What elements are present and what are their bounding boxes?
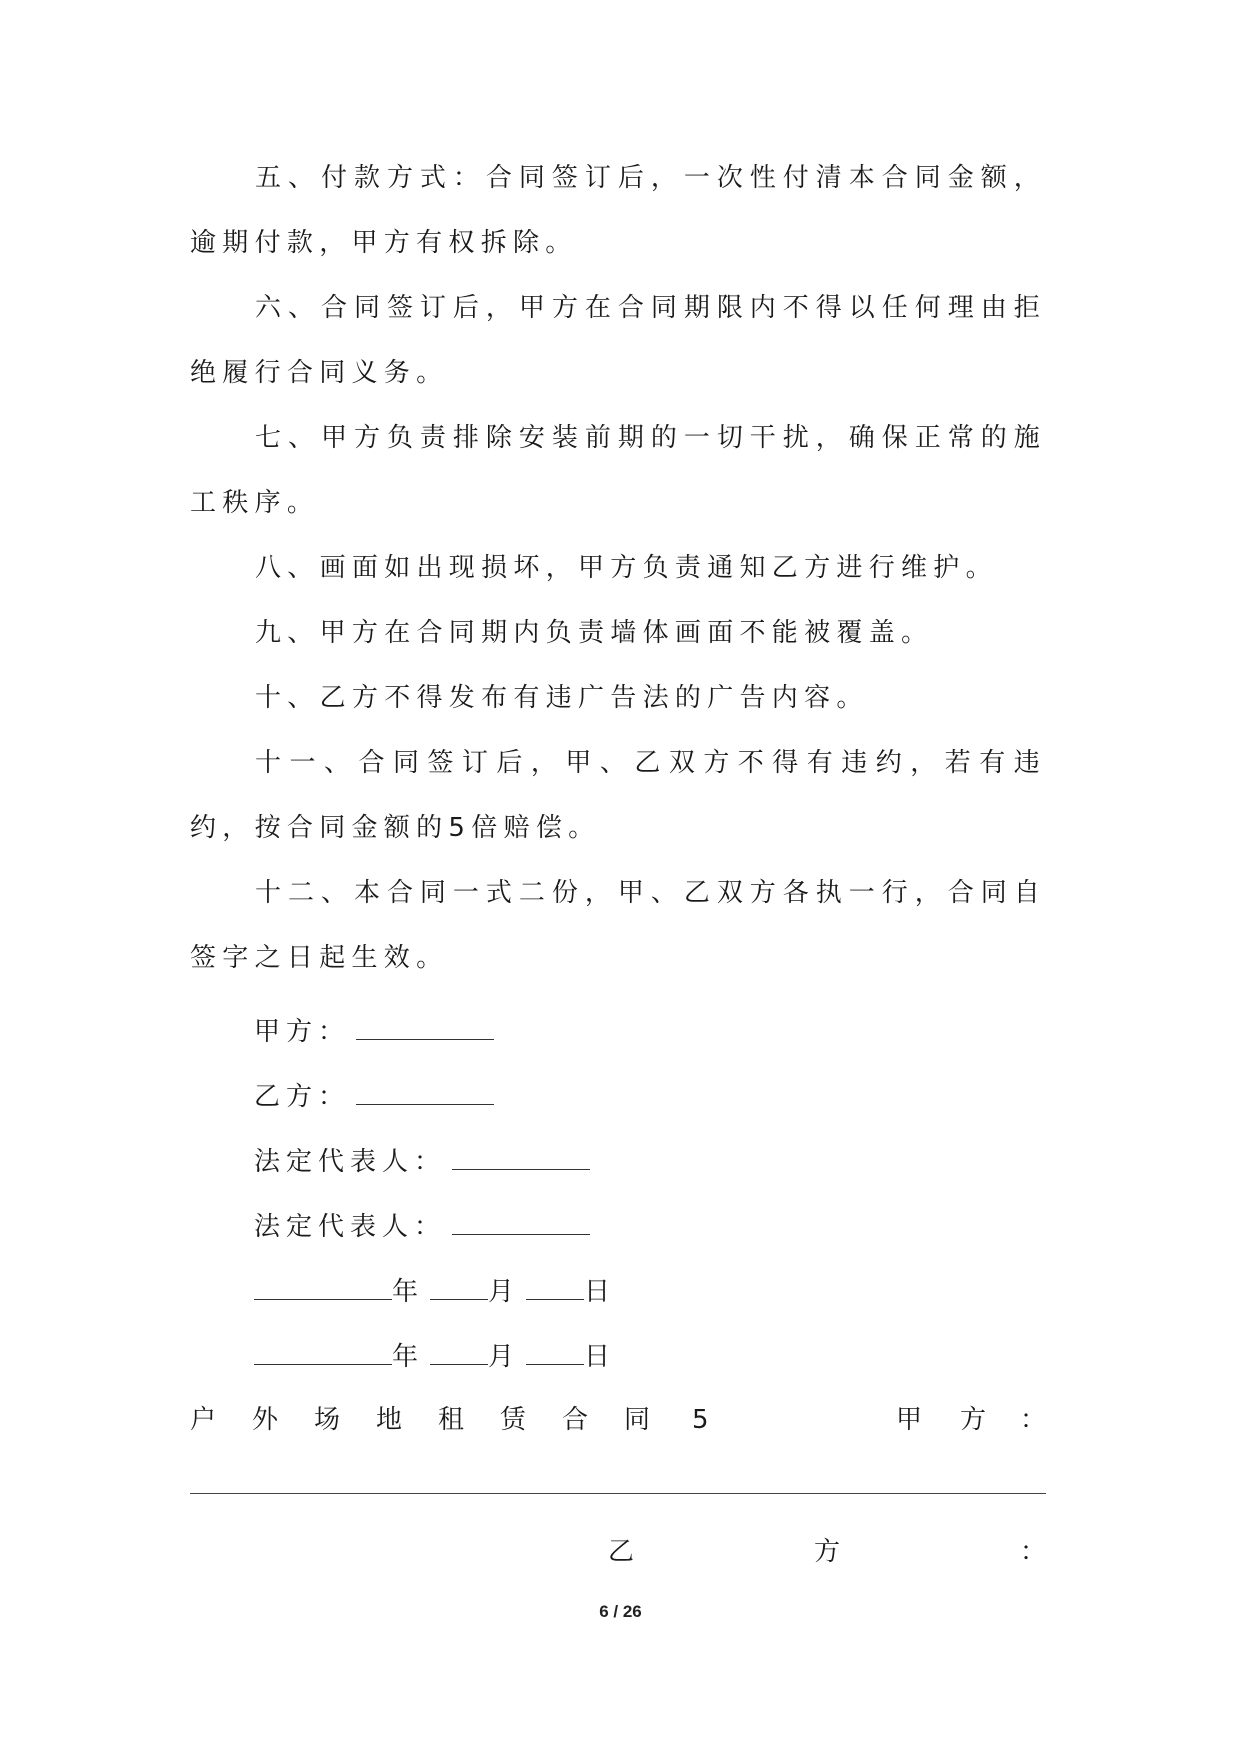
day-label: 日 xyxy=(584,1342,617,1372)
rep-a-label: 法定代表人： xyxy=(254,1147,447,1177)
heading-char: 租 xyxy=(438,1405,465,1435)
year-blank xyxy=(254,1275,392,1300)
heading-char: 合 xyxy=(562,1405,589,1435)
rep-b-label: 法定代表人： xyxy=(254,1212,447,1242)
heading-char: 地 xyxy=(376,1405,403,1435)
party-a-char: 方 xyxy=(960,1405,987,1435)
heading-char: 外 xyxy=(252,1405,279,1435)
party-a-char: ： xyxy=(1020,1405,1047,1435)
clause-11: 十一、合同签订后，甲、乙双方不得有违约，若有违约，按合同金额的5倍赔偿。 xyxy=(190,748,1046,843)
month-label: 月 xyxy=(488,1277,521,1307)
heading-char: 户 xyxy=(190,1405,217,1435)
rep-a-blank xyxy=(452,1145,590,1170)
date-line-a xyxy=(254,1272,616,1312)
date-line-b xyxy=(254,1337,616,1377)
party-b-char: 乙 xyxy=(608,1537,635,1567)
heading-char: 赁 xyxy=(500,1405,527,1435)
clause-7: 七、甲方负责排除安装前期的一切干扰，确保正常的施工秩序。 xyxy=(190,423,1046,518)
party-a-char: 甲 xyxy=(896,1405,923,1435)
rep-a-signature-line xyxy=(254,1142,590,1182)
party-a-label: 甲方： xyxy=(254,1017,351,1047)
party-b-label: 乙方： xyxy=(254,1082,351,1112)
blank-rule xyxy=(190,1493,1046,1494)
party-b-signature-line xyxy=(254,1077,494,1117)
clause-8: 八、画面如出现损坏，甲方负责通知乙方进行维护。 xyxy=(255,553,998,583)
year-label: 年 xyxy=(392,1277,425,1307)
clause-6: 六、合同签订后，甲方在合同期限内不得以任何理由拒绝履行合同义务。 xyxy=(190,293,1046,388)
heading-char: 场 xyxy=(314,1405,341,1435)
page-number: 6 / 26 xyxy=(599,1602,642,1621)
clause-10: 十、乙方不得发布有违广告法的广告内容。 xyxy=(255,683,869,713)
party-b-blank xyxy=(356,1080,494,1105)
party-b-char: ： xyxy=(1020,1537,1047,1567)
rep-b-blank xyxy=(452,1210,590,1235)
day-blank xyxy=(526,1340,584,1365)
party-b-char: 方 xyxy=(814,1537,841,1567)
year-label: 年 xyxy=(392,1342,425,1372)
day-label: 日 xyxy=(584,1277,617,1307)
clause-9: 九、甲方在合同期内负责墙体画面不能被覆盖。 xyxy=(255,618,934,648)
year-blank xyxy=(254,1340,392,1365)
heading-char: 同 xyxy=(624,1405,651,1435)
clause-12: 十二、本合同一式二份，甲、乙双方各执一行，合同自签字之日起生效。 xyxy=(190,878,1046,973)
party-a-signature-line xyxy=(254,1012,494,1052)
next-contract-heading xyxy=(190,1400,1046,1440)
party-b-spread-row xyxy=(190,1532,1046,1572)
month-blank xyxy=(430,1275,488,1300)
rep-b-signature-line xyxy=(254,1207,590,1247)
heading-char: 5 xyxy=(692,1405,709,1435)
month-blank xyxy=(430,1340,488,1365)
party-a-blank xyxy=(356,1015,494,1040)
clause-5: 五、付款方式：合同签订后，一次性付清本合同金额，逾期付款，甲方有权拆除。 xyxy=(190,163,1046,258)
month-label: 月 xyxy=(488,1342,521,1372)
day-blank xyxy=(526,1275,584,1300)
